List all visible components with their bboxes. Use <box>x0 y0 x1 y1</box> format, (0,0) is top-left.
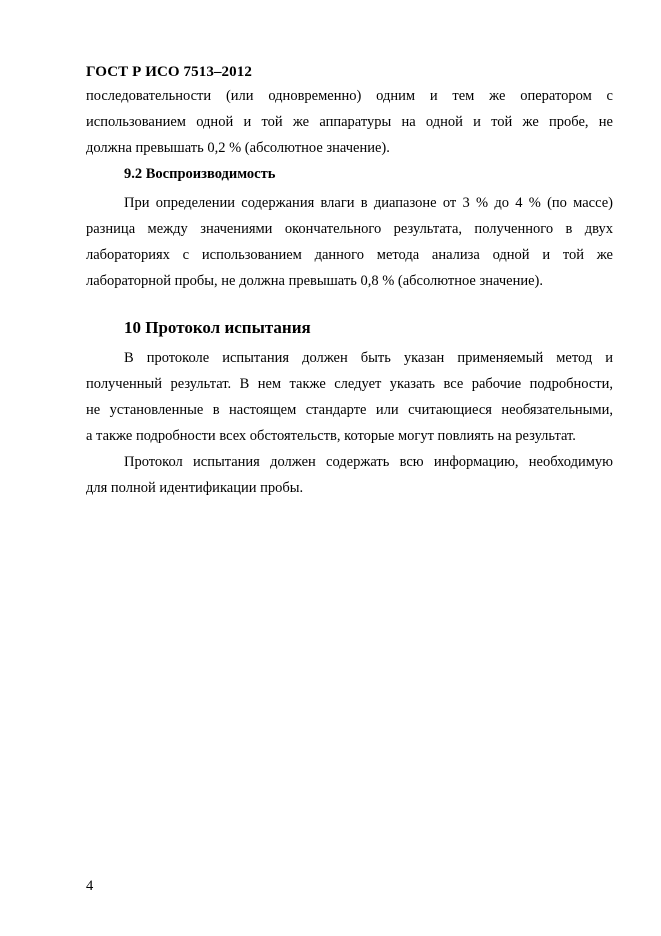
text-line: При определении содержания влаги в диапазоне от 3 % до 4 % (по массе) <box>124 195 613 211</box>
document-header-standard-id: ГОСТ Р ИСО 7513–2012 <box>86 64 252 80</box>
text-line: лабораториях с использованием данного метода анализа одной и той же <box>86 247 613 263</box>
test-report-paragraph-2 <box>86 449 613 501</box>
text-line: для полной идентификации пробы. <box>86 480 304 496</box>
text-line: лабораторной пробы, не должна превышать 0,8 % (абсолютное значение). <box>86 273 543 289</box>
text-line: использованием одной и той же аппаратуры на одной и той же пробе, не <box>86 114 613 130</box>
subsection-title-reproducibility: 9.2 Воспроизводимость <box>124 166 276 182</box>
text-line: должна превышать 0,2 % (абсолютное значение). <box>86 140 390 156</box>
text-line: последовательности (или одновременно) одним и тем же оператором с <box>86 88 613 104</box>
text-line: не установленные в настоящем стандарте или считающиеся необязательными, <box>86 402 613 418</box>
text-line: разница между значениями окончательного результата, полученного в двух <box>86 221 613 237</box>
text-line: В протоколе испытания должен быть указан применяемый метод и <box>124 350 613 366</box>
reproducibility-paragraph <box>86 190 613 294</box>
text-line: полученный результат. В нем также следует указать все рабочие подробности, <box>86 376 613 392</box>
text-line: Протокол испытания должен содержать всю информацию, необходимую <box>124 454 613 470</box>
repeatability-paragraph-continued <box>86 83 613 161</box>
section-title-test-report: 10 Протокол испытания <box>124 318 311 337</box>
test-report-paragraph-1 <box>86 345 613 449</box>
page-number: 4 <box>86 878 94 894</box>
text-line: а также подробности всех обстоятельств, которые могут повлиять на результат. <box>86 428 576 444</box>
